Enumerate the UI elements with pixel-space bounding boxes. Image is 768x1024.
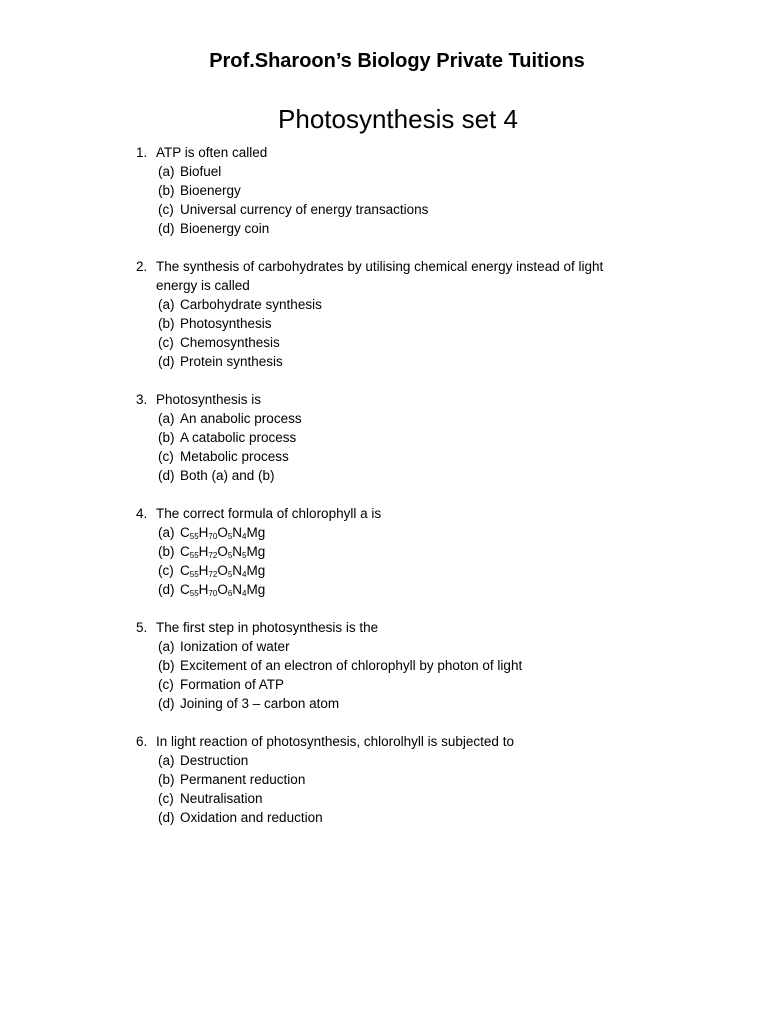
option-letter: (d) [158, 810, 175, 825]
formula-subscript: 55 [189, 532, 199, 541]
formula-subscript: 4 [242, 532, 247, 541]
option-text: Neutralisation [180, 791, 263, 806]
question-number: 3. [136, 392, 148, 407]
question-number: 6. [136, 734, 148, 749]
option-letter: (a) [158, 753, 175, 768]
option-text: Chemosynthesis [180, 335, 280, 350]
chlorophyll-formula: $C_{55}H_{70}O_5N_4Mg$ [180, 525, 266, 541]
formula-subscript: 4 [242, 570, 247, 579]
option-b [158, 770, 768, 789]
option-a [158, 751, 768, 770]
chlorophyll-formula: $C_{55}H_{70}O_6N_4Mg$ [180, 582, 266, 598]
option-list [0, 409, 768, 485]
option-d [158, 694, 768, 713]
formula-subscript: 4 [242, 589, 247, 598]
option-text: Carbohydrate synthesis [180, 297, 322, 312]
question-stem [0, 618, 768, 637]
formula-subscript: 6 [227, 589, 233, 598]
option-d [158, 466, 768, 485]
option-list [0, 523, 768, 599]
option-letter: (b) [158, 430, 175, 445]
question-1 [0, 143, 768, 238]
option-letter: (a) [158, 164, 175, 179]
option-text: Bioenergy [180, 183, 241, 198]
option-text: Photosynthesis [180, 316, 272, 331]
page-title: Photosynthesis set 4 [278, 104, 518, 134]
option-a [158, 523, 768, 542]
question-text: The synthesis of carbohydrates by utilising chemical energy instead of light energy is called [156, 259, 604, 293]
option-a [158, 162, 768, 181]
option-letter: (b) [158, 658, 175, 673]
option-c [158, 333, 768, 352]
option-list [0, 295, 768, 371]
question-list [0, 143, 768, 846]
option-letter: (a) [158, 297, 175, 312]
option-letter: (b) [158, 544, 175, 559]
option-b [158, 314, 768, 333]
formula-subscript: 72 [208, 570, 218, 579]
option-text: An anabolic process [180, 411, 302, 426]
option-letter: (d) [158, 582, 175, 597]
option-b [158, 656, 768, 675]
formula-subscript: 72 [208, 551, 218, 560]
question-number: 5. [136, 620, 148, 635]
question-number: 4. [136, 506, 148, 521]
question-text: ATP is often called [156, 145, 268, 160]
option-d [158, 808, 768, 827]
question-6 [0, 732, 768, 827]
formula-subscript: 5 [227, 551, 233, 560]
option-letter: (b) [158, 772, 175, 787]
question-stem [0, 390, 768, 409]
option-d [158, 580, 768, 599]
option-c [158, 675, 768, 694]
option-letter: (c) [158, 202, 174, 217]
option-text: Joining of 3 – carbon atom [180, 696, 340, 711]
formula-subscript: 5 [227, 570, 233, 579]
option-text: Excitement of an electron of chlorophyll by photon of light [180, 658, 523, 673]
option-text: Bioenergy coin [180, 221, 270, 236]
option-letter: (a) [158, 639, 175, 654]
question-number: 1. [136, 145, 148, 160]
option-a [158, 295, 768, 314]
question-text: The first step in photosynthesis is the [156, 620, 379, 635]
option-letter: (d) [158, 696, 175, 711]
option-letter: (a) [158, 411, 175, 426]
question-stem [0, 504, 768, 523]
formula-subscript: 55 [189, 589, 199, 598]
option-letter: (b) [158, 183, 175, 198]
option-c [158, 561, 768, 580]
option-letter: (d) [158, 468, 175, 483]
option-c [158, 200, 768, 219]
option-d [158, 352, 768, 371]
option-list [0, 751, 768, 827]
question-text: In light reaction of photosynthesis, chlorolhyll is subjected to [156, 734, 514, 749]
option-text: Permanent reduction [180, 772, 306, 787]
option-b [158, 428, 768, 447]
formula-subscript: 70 [208, 532, 218, 541]
option-letter: (c) [158, 449, 174, 464]
option-b [158, 542, 768, 561]
formula-subscript: 5 [227, 532, 233, 541]
option-letter: (d) [158, 354, 175, 369]
option-text: Metabolic process [180, 449, 289, 464]
question-stem [0, 257, 768, 295]
tuition-header: Prof.Sharoon’s Biology Private Tuitions [209, 50, 585, 72]
question-stem [0, 732, 768, 751]
question-5 [0, 618, 768, 713]
formula-subscript: 55 [189, 570, 199, 579]
option-b [158, 181, 768, 200]
option-text: Both (a) and (b) [180, 468, 275, 483]
question-text: Photosynthesis is [156, 392, 262, 407]
formula-subscript: 70 [208, 589, 218, 598]
question-number: 2. [136, 259, 148, 274]
question-3 [0, 390, 768, 485]
option-text: Ionization of water [180, 639, 290, 654]
option-list [0, 637, 768, 713]
option-text: Universal currency of energy transactions [180, 202, 429, 217]
option-letter: (c) [158, 791, 174, 806]
option-c [158, 447, 768, 466]
option-text: Protein synthesis [180, 354, 283, 369]
question-2 [0, 257, 768, 371]
option-text: Destruction [180, 753, 249, 768]
option-a [158, 637, 768, 656]
formula-subscript: 5 [242, 551, 247, 560]
option-letter: (c) [158, 563, 174, 578]
option-text: Biofuel [180, 164, 222, 179]
option-c [158, 789, 768, 808]
option-letter: (d) [158, 221, 175, 236]
option-list [0, 162, 768, 238]
option-text: Oxidation and reduction [180, 810, 323, 825]
option-text: A catabolic process [180, 430, 297, 445]
question-text: The correct formula of chlorophyll a is [156, 506, 382, 521]
question-stem [0, 143, 768, 162]
option-letter: (c) [158, 677, 174, 692]
chlorophyll-formula: $C_{55}H_{72}O_5N_4Mg$ [180, 563, 266, 579]
option-letter: (a) [158, 525, 175, 540]
option-text: Formation of ATP [180, 677, 285, 692]
option-letter: (c) [158, 335, 174, 350]
option-letter: (b) [158, 316, 175, 331]
chlorophyll-formula: $C_{55}H_{72}O_5N_5Mg$ [180, 544, 266, 560]
question-4 [0, 504, 768, 599]
option-d [158, 219, 768, 238]
formula-subscript: 55 [189, 551, 199, 560]
option-a [158, 409, 768, 428]
